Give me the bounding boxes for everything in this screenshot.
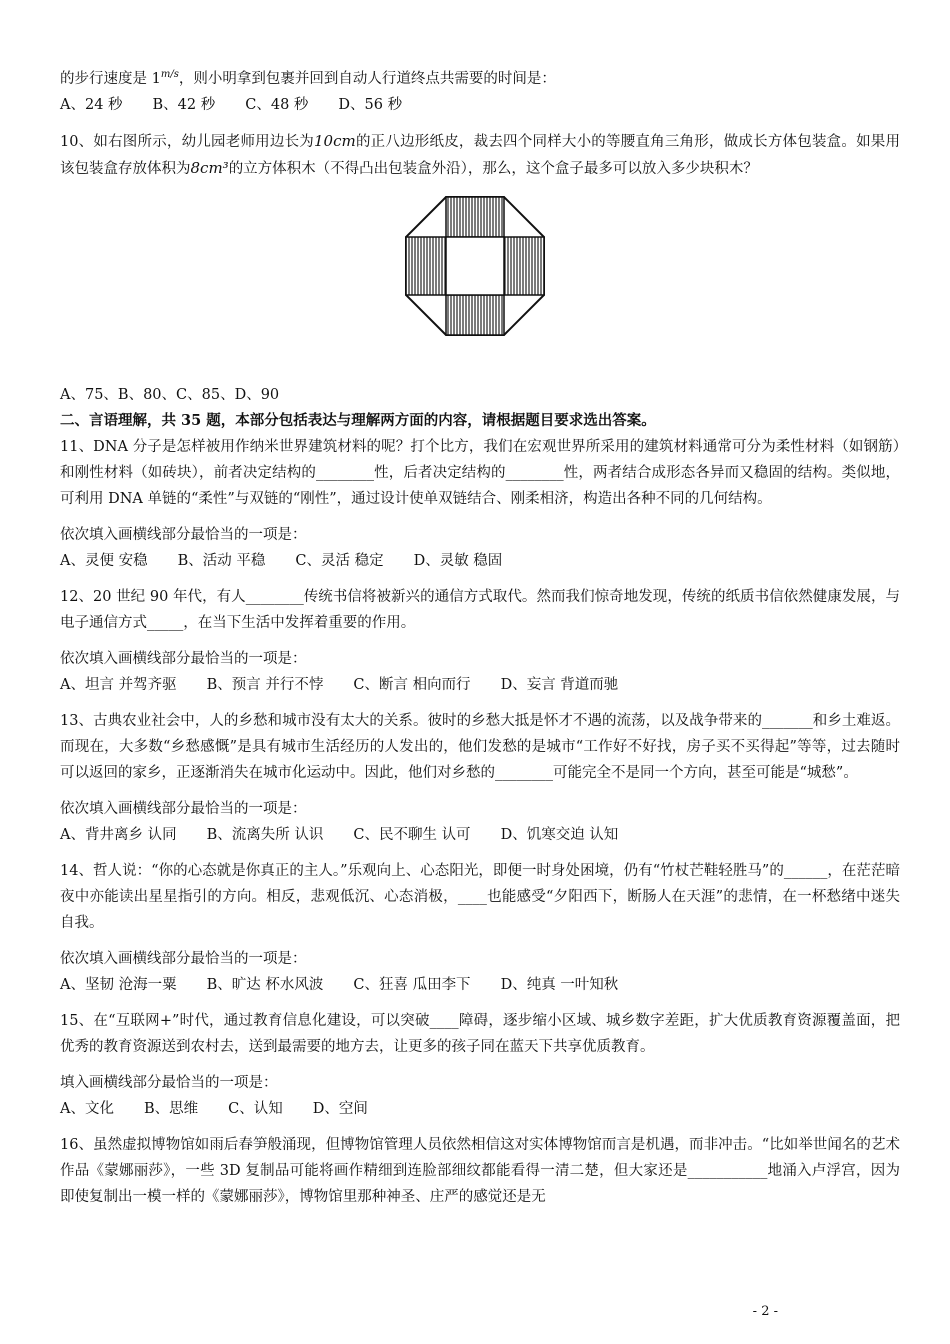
q10-text (60, 128, 900, 182)
box-base (446, 237, 504, 295)
q9-tail-text (60, 62, 900, 92)
right-flap (504, 237, 544, 295)
q9-text-suffix: ，则小明拿到包裹并回到自动人行道终点共需要的时间是： (178, 70, 556, 87)
q13-option-b: B、流离失所 认识 (206, 826, 324, 843)
q11-prompt: 依次填入画横线部分最恰当的一项是： (60, 526, 307, 543)
q12-options (60, 672, 900, 698)
q14-option-b: B、旷达 杯水风波 (206, 976, 324, 993)
q14-text: 14、哲人说：“你的心态就是你真正的主人。”乐观向上、心态阳光，即便一时身处困境，仍有“竹杖芒鞋轻胜马”的______，在茫茫暗夜中亦能读出星星指引的方向。相反，悲观低沉、心态消极，____也能感受“夕阳西下，断肠人在天涯”的悲情，在一杯愁绪中迷失自我。 (60, 862, 900, 931)
q13-options (60, 822, 900, 848)
q11-text: 11、DNA 分子是怎样被用作纳米世界建筑材料的呢？打个比方，我们在宏观世界所采用的建筑材料通常可分为柔性材料（如钢筋）和刚性材料（如砖块），前者决定结构的________性，后者决定结构的________性，两者结合成形态各异而又稳固的结构。类似地，可利用 DNA 单链的“柔性”与双链的“刚性”，通过设计使单双链结合、刚柔相济，构造出各种不同的几何结构。 (60, 438, 900, 507)
q11-option-d: D、灵敏 稳固 (413, 552, 503, 569)
q14-options (60, 972, 900, 998)
q9-option-a: A、24 秒 (60, 96, 123, 113)
q9-option-d: D、56 秒 (338, 96, 403, 113)
q10-text-a: 10、如右图所示，幼儿园老师用边长为 (60, 133, 315, 150)
q9-options (60, 92, 900, 118)
q11-option-b: B、活动 平稳 (177, 552, 266, 569)
q15-option-c: C、认知 (228, 1100, 283, 1117)
q16-text: 16、虽然虚拟博物馆如雨后春笋般涌现，但博物馆管理人员依然相信这对实体博物馆而言是机遇，而非冲击。“比如举世闻名的艺术作品《蒙娜丽莎》，一些 3D 复制品可能将画作精细到连脸部细纹都能看得一清二楚，但大家还是___________地涌入卢浮宫，因为即使复制出一模一样的《蒙娜丽莎》，博物馆里那种神圣、庄严的感觉还是无 (60, 1136, 900, 1205)
page-number: - 2 - (752, 1304, 778, 1319)
q9-unit: m/s (160, 69, 179, 80)
q15-options (60, 1096, 900, 1122)
q12-option-c: C、断言 相向而行 (353, 676, 471, 693)
q14-option-c: C、狂喜 瓜田李下 (353, 976, 471, 993)
q9-option-b: B、42 秒 (152, 96, 216, 113)
page-content (60, 62, 900, 1210)
section2-heading: 二、言语理解，共 35 题，本部分包括表达与理解两方面的内容，请根据题目要求选出答案。 (60, 411, 656, 429)
q11-option-a: A、灵便 安稳 (60, 552, 148, 569)
octagon-box-figure (60, 196, 900, 376)
q15-option-d: D、空间 (312, 1100, 368, 1117)
left-flap (406, 237, 446, 295)
q12-option-a: A、坦言 并驾齐驱 (60, 676, 177, 693)
q10-math-a: 10cm (314, 131, 356, 150)
q13-option-c: C、民不聊生 认可 (353, 826, 471, 843)
q13-option-d: D、饥寒交迫 认知 (500, 826, 619, 843)
q14-option-d: D、纯真 一叶知秋 (500, 976, 619, 993)
q12-option-b: B、预言 并行不悖 (206, 676, 324, 693)
q12-prompt: 依次填入画横线部分最恰当的一项是： (60, 650, 307, 667)
q11-options (60, 548, 900, 574)
q13-prompt: 依次填入画横线部分最恰当的一项是： (60, 800, 307, 817)
q13-text: 13、古典农业社会中，人的乡愁和城市没有太大的关系。彼时的乡愁大抵是怀才不遇的流荡，以及战争带来的_______和乡土难返。而现在，大多数“乡愁感慨”是具有城市生活经历的人发出的，他们发愁的是城市“工作好不好找，房子买不买得起”等等，过去随时可以返回的家乡，正逐渐消失在城市化运动中。因此，他们对乡愁的________可能完全不是同一个方向，甚至可能是“城愁”。 (60, 712, 900, 781)
q15-option-a: A、文化 (60, 1100, 114, 1117)
q14-prompt: 依次填入画横线部分最恰当的一项是： (60, 950, 307, 967)
q12-option-d: D、妄言 背道而驰 (500, 676, 619, 693)
q9-option-c: C、48 秒 (245, 96, 309, 113)
q10-text-b: 的正八边形纸皮，裁去四个同样大小的等腰直角三角形，做成长方体包装盒。如果用该包装盒存放体积为 (60, 133, 900, 177)
q11-option-c: C、灵活 稳定 (295, 552, 384, 569)
q9-text-prefix: 的步行速度是 1 (60, 70, 161, 87)
q10-math-b: 8cm³ (190, 158, 229, 177)
top-flap (446, 197, 504, 237)
q14-option-a: A、坚韧 沧海一粟 (60, 976, 177, 993)
q10-text-c: 的立方体积木（不得凸出包装盒外沿），那么，这个盒子最多可以放入多少块积木？ (228, 160, 758, 177)
bottom-flap (446, 295, 504, 335)
q15-text: 15、在“互联网+”时代，通过教育信息化建设，可以突破____障碍，逐步缩小区域、城乡数字差距，扩大优质教育资源覆盖面，把优秀的教育资源送到农村去，送到最需要的地方去，让更多的孩子同在蓝天下共享优质教育。 (60, 1012, 900, 1055)
q12-text: 12、20 世纪 90 年代，有人________传统书信将被新兴的通信方式取代。然而我们惊奇地发现，传统的纸质书信依然健康发展，与电子通信方式_____，在当下生活中发挥着重要的作用。 (60, 588, 900, 631)
q15-option-b: B、思维 (143, 1100, 199, 1117)
q15-prompt: 填入画横线部分最恰当的一项是： (60, 1074, 278, 1091)
q10-options: A、75、B、80、C、85、D、90 (60, 386, 280, 403)
q13-option-a: A、背井离乡 认同 (60, 826, 177, 843)
octagon-diagram (405, 196, 545, 336)
